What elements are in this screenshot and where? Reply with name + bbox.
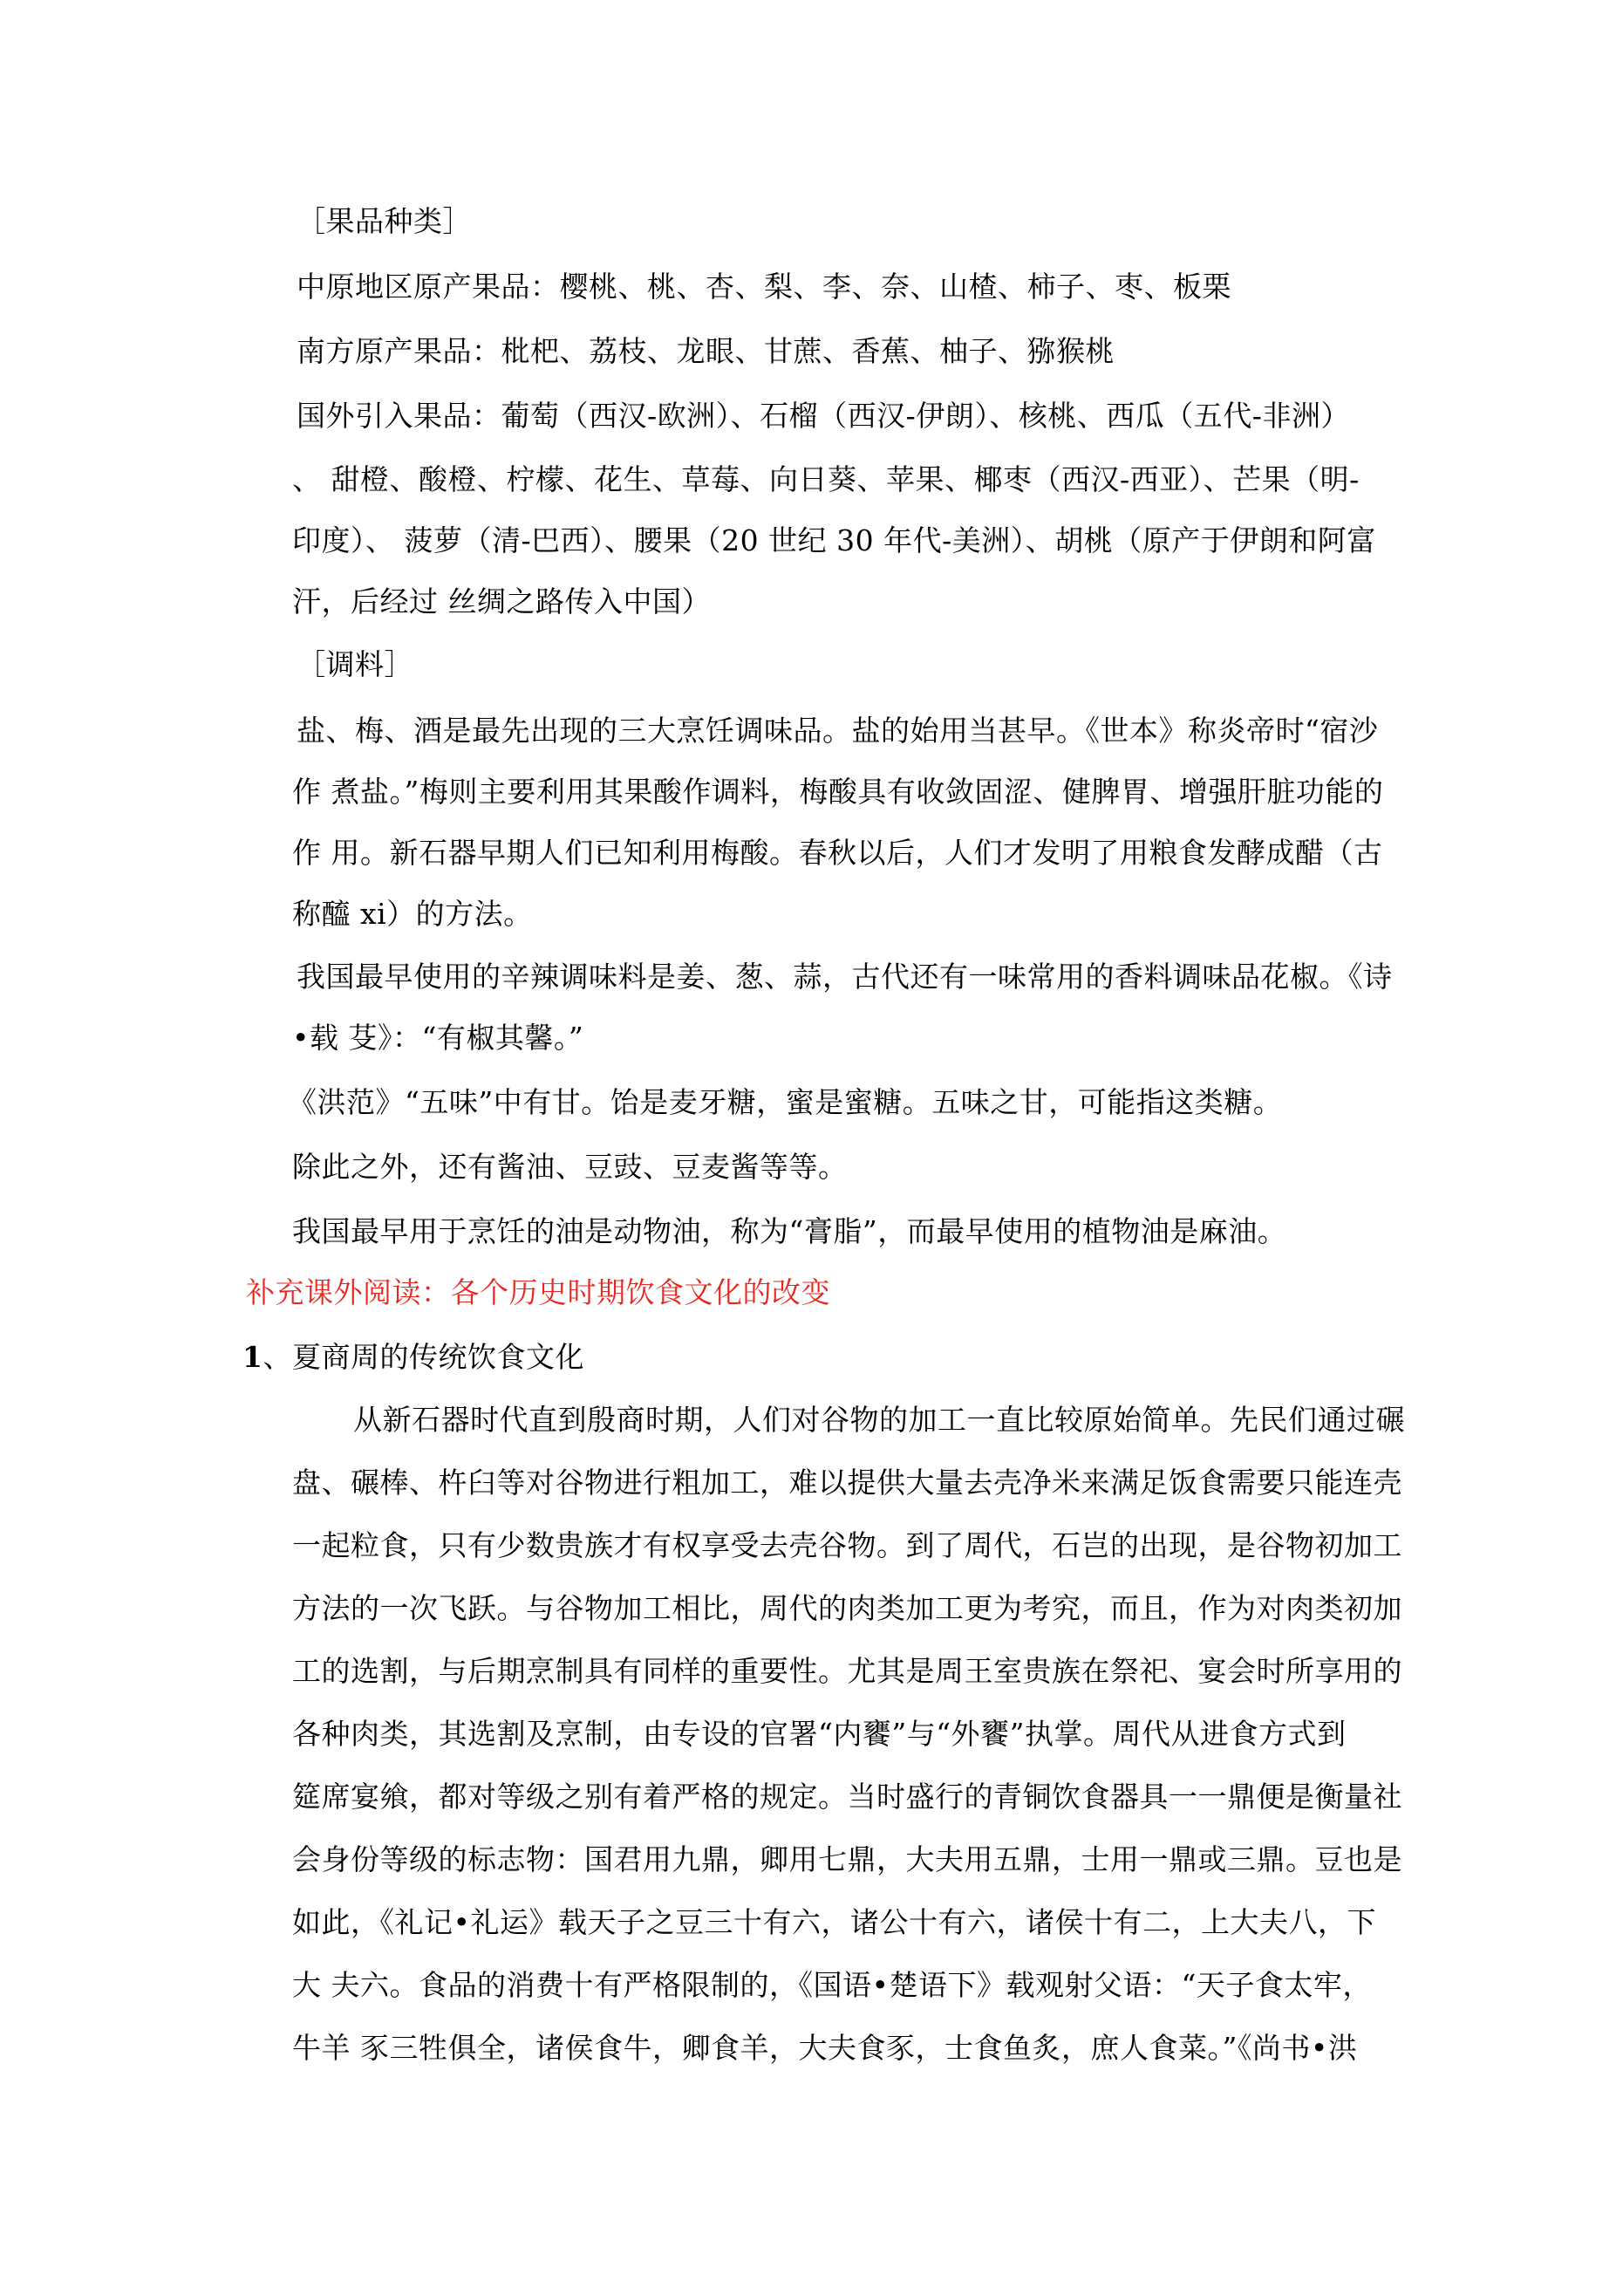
paragraph-line: 各种肉类，其选割及烹制，由专设的官署“内饔”与“外饔”执掌。周代从进食方式到 — [292, 1717, 1347, 1751]
paragraph-line: 我国最早用于烹饪的油是动物油，称为“膏脂”，而最早使用的植物油是麻油。 — [292, 1214, 1287, 1248]
paragraph-line: 如此，《礼记•礼运》载天子之豆三十有六，诸公十有六，诸侯十有二，上大夫八，下 — [292, 1905, 1376, 1939]
section-heading — [242, 1340, 584, 1375]
paragraph-line: 、 甜橙、酸橙、柠檬、花生、草莓、向日葵、苹果、椰枣（西汉-西亚）、芒果（明- — [292, 462, 1360, 496]
paragraph-line: 我国最早使用的辛辣调味料是姜、葱、蒜，古代还有一味常用的香料调味品花椒。《诗 — [297, 960, 1393, 994]
paragraph-line: 作 煮盐。”梅则主要利用其果酸作调料，梅酸具有收敛固涩、健脾胃、增强肝脏功能的 — [292, 775, 1384, 809]
paragraph-line: 汗，后经过 丝绸之路传入中国） — [292, 584, 711, 618]
section-number: 1 — [242, 1340, 263, 1374]
paragraph-line: 中原地区原产果品：樱桃、桃、杏、梨、李、奈、山楂、柿子、枣、板栗 — [297, 270, 1231, 304]
heading-fruit-types: ［果品种类］ — [297, 204, 472, 238]
paragraph-line: 牛羊 豕三牲俱全，诸侯食牛，卿食羊，大夫食豕，士食鱼炙，庶人食菜。”《尚书•洪 — [292, 2031, 1358, 2065]
paragraph-line: 作 用。新石器早期人们已知利用梅酸。春秋以后，人们才发明了用粮食发酵成醋（古 — [292, 836, 1383, 870]
paragraph-line: 除此之外，还有酱油、豆豉、豆麦酱等等。 — [292, 1150, 848, 1184]
paragraph-line: 盐、梅、酒是最先出现的三大烹饪调味品。盐的始用当甚早。《世本》称炎帝时“宿沙 — [297, 714, 1379, 748]
paragraph-line: 工的选割，与后期烹制具有同样的重要性。尤其是周王室贵族在祭祀、宴会时所享用的 — [292, 1654, 1402, 1688]
heading-seasonings: ［调料］ — [297, 647, 413, 681]
paragraph-line: 大 夫六。食品的消费十有严格限制的，《国语•楚语下》载观射父语：“天子食太牢， — [292, 1968, 1372, 2002]
paragraph-line: 印度）、 菠萝（清-巴西）、腰果（20 世纪 30 年代-美洲）、胡桃（原产于伊朗和阿富 — [292, 523, 1376, 557]
paragraph-line: 一起粒食，只有少数贵族才有权享受去壳谷物。到了周代，石岂的出现，是谷物初加工 — [292, 1528, 1402, 1562]
supplementary-reading-heading: 补充课外阅读：各个历史时期饮食文化的改变 — [246, 1275, 830, 1309]
paragraph-line: 称醯 xi）的方法。 — [292, 897, 533, 931]
paragraph-line: 盘、碾棒、杵臼等对谷物进行粗加工，难以提供大量去壳净米来满足饭食需要只能连壳 — [292, 1466, 1402, 1500]
section-title: 、夏商周的传统饮食文化 — [263, 1340, 584, 1374]
paragraph-line: 国外引入果品：葡萄（西汉-欧洲）、石榴（西汉-伊朗）、核桃、西瓜（五代-非洲） — [297, 399, 1350, 433]
paragraph-line: 《洪范》“五味”中有甘。饴是麦牙糖，蜜是蜜糖。五味之甘，可能指这类糖。 — [288, 1085, 1283, 1119]
paragraph-line: 从新石器时代直到殷商时期，人们对谷物的加工一直比较原始简单。先民们通过碾 — [353, 1403, 1405, 1437]
paragraph-line: •载 芟》：“有椒其馨。” — [292, 1021, 584, 1055]
paragraph-line: 方法的一次飞跃。与谷物加工相比，周代的肉类加工更为考究，而且，作为对肉类初加 — [292, 1591, 1402, 1625]
paragraph-line: 筵席宴飨，都对等级之别有着严格的规定。当时盛行的青铜饮食器具一一鼎便是衡量社 — [292, 1780, 1402, 1814]
paragraph-line: 会身份等级的标志物：国君用九鼎，卿用七鼎，大夫用五鼎，士用一鼎或三鼎。豆也是 — [292, 1842, 1402, 1876]
paragraph-line: 南方原产果品：枇杷、荔枝、龙眼、甘蔗、香蕉、柚子、猕猴桃 — [297, 334, 1115, 368]
